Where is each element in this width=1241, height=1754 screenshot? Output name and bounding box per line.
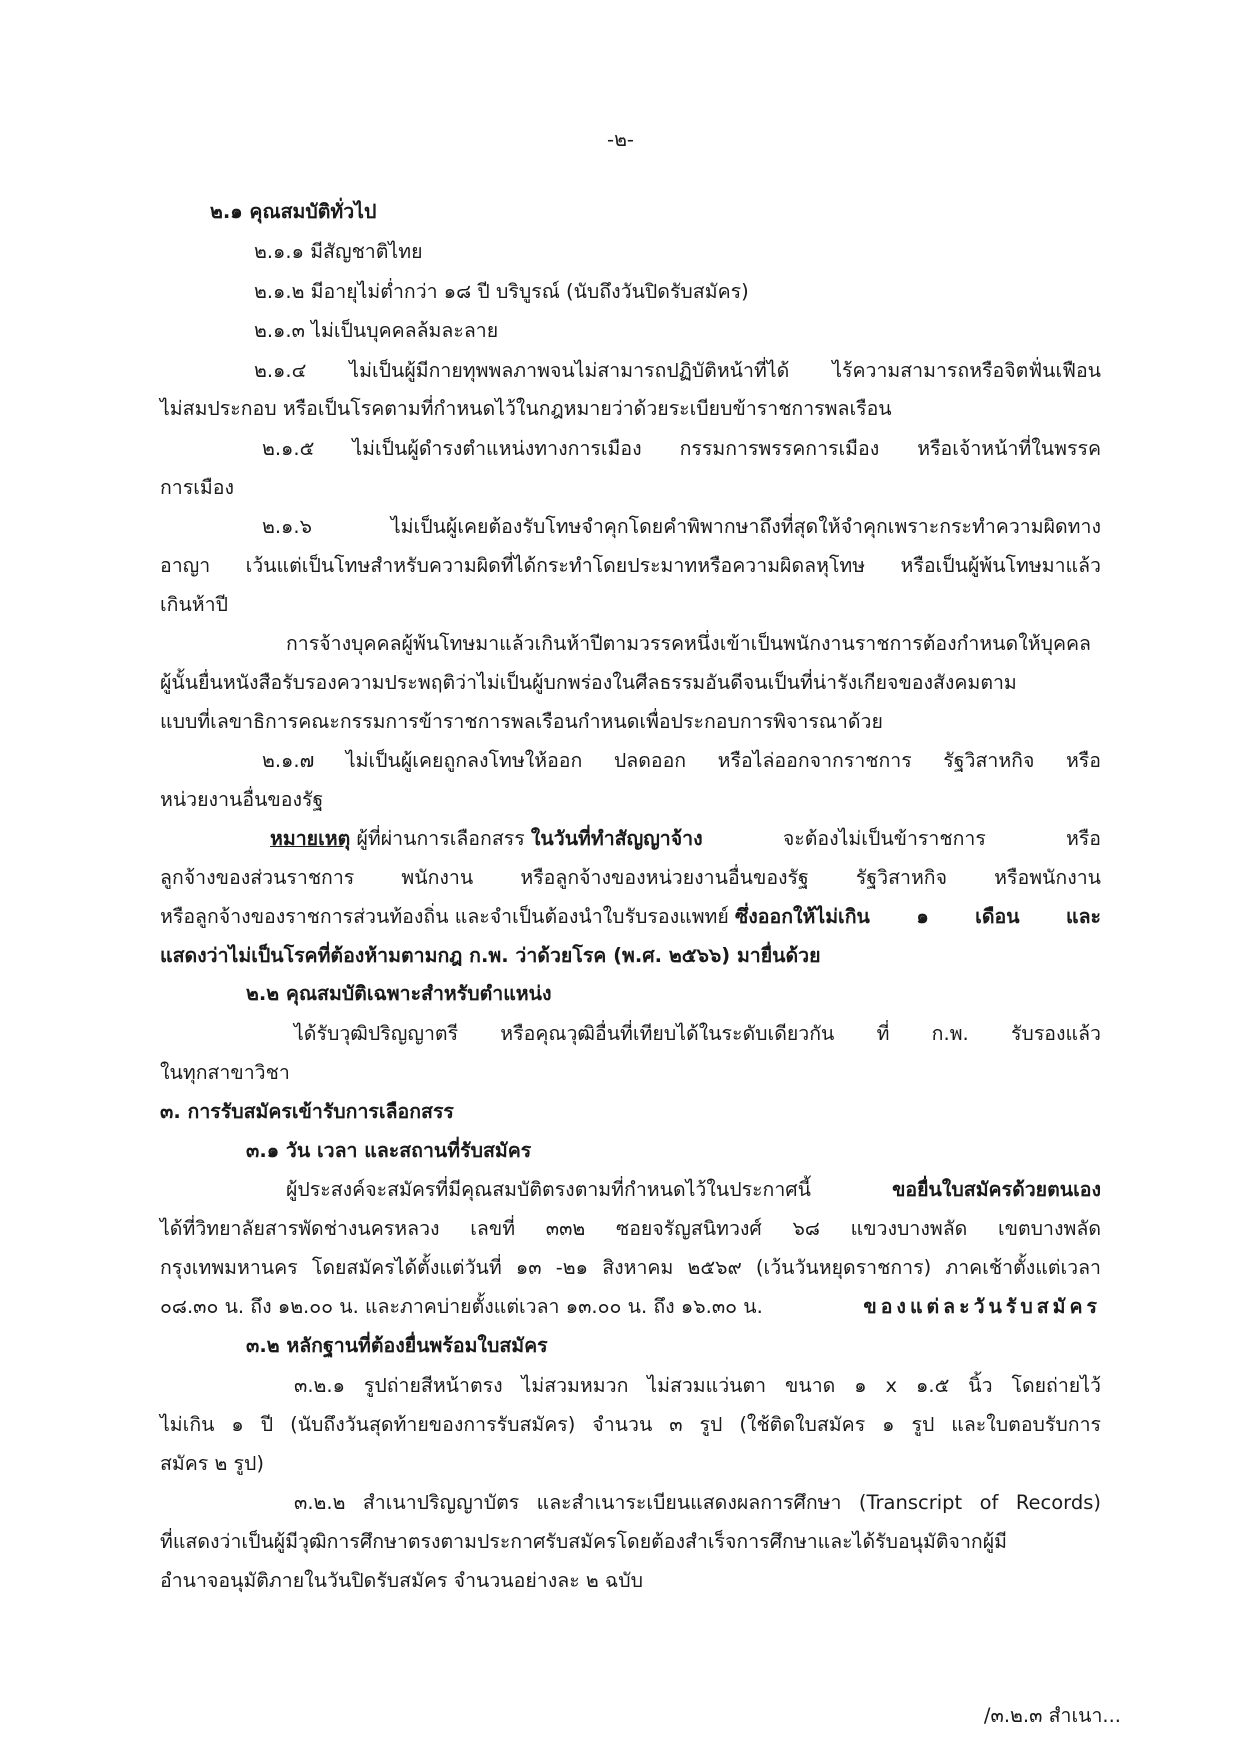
item-2-1-7-line2: หน่วยงานอื่นของรัฐ xyxy=(160,788,324,811)
section-3-1-line4 xyxy=(160,1289,1101,1325)
section-3-1-line4-text: ๐๘.๓๐ น. ถึง ๑๒.๐๐ น. และภาคบ่ายตั้งแต่เวลา ๑๓.๐๐ น. ถึง ๑๖.๓๐ น. xyxy=(160,1295,769,1318)
item-3-2-1-line1: ๓.๒.๑ รูปถ่ายสีหน้าตรง ไม่สวมหมวก ไม่สวมแว่นตา ขนาด ๑ x ๑.๕ นิ้ว โดยถ่ายไว้ xyxy=(294,1374,1101,1397)
page-number: -๒- xyxy=(607,128,634,151)
section-3-2-heading: ๓.๒ หลักฐานที่ต้องยื่นพร้อมใบสมัคร xyxy=(246,1334,548,1357)
item-3-2-1-line2: ไม่เกิน ๑ ปี (นับถึงวันสุดท้ายของการรับสมัคร) จำนวน ๓ รูป (ใช้ติดใบสมัคร ๑ รูป และใบตอบรับการ xyxy=(160,1413,1101,1436)
item-2-1-2: ๒.๑.๒ มีอายุไม่ต่ำกว่า ๑๘ ปี บริบูรณ์ (นับถึงวันปิดรับสมัคร) xyxy=(254,280,749,303)
paragraph-line2: ผู้นั้นยื่นหนังสือรับรองความประพฤติว่าไม่เป็นผู้บกพร่องในศีลธรรมอันดีจนเป็นที่น่ารังเกียจของสังคมตาม xyxy=(160,671,1017,694)
section-3-1-line1-text: ผู้ประสงค์จะสมัครที่มีคุณสมบัติตรงตามที่กำหนดไว้ในประกาศนี้ xyxy=(286,1178,818,1201)
item-2-1-6-line3: เกินห้าปี xyxy=(160,593,228,616)
section-3-1-line2: ได้ที่วิทยาลัยสารพัดช่างนครหลวง เลขที่ ๓๓๒ ซอยจรัญสนิทวงศ์ ๖๘ แขวงบางพลัด เขตบางพลัด xyxy=(160,1217,1101,1240)
note-line1 xyxy=(270,821,1101,857)
section-2-2-line1: ได้รับวุฒิปริญญาตรี หรือคุณวุฒิอื่นที่เทียบได้ในระดับเดียวกัน ที่ ก.พ. รับรองแล้ว xyxy=(294,1022,1101,1045)
paragraph-line3: แบบที่เลขาธิการคณะกรรมการข้าราชการพลเรือนกำหนดเพื่อประกอบการพิจารณาด้วย xyxy=(160,710,883,733)
note-line4: แสดงว่าไม่เป็นโรคที่ต้องห้ามตามกฎ ก.พ. ว่าด้วยโรค (พ.ศ. ๒๕๖๖) มายื่นด้วย xyxy=(160,944,821,967)
section-3-1-heading: ๓.๑ วัน เวลา และสถานที่รับสมัคร xyxy=(246,1139,532,1162)
note-label: หมายเหตุ xyxy=(270,827,351,850)
note-line1-emphasis: ในวันที่ทำสัญญาจ้าง xyxy=(530,827,703,850)
note-line1-text-c: จะต้องไม่เป็นข้าราชการ หรือ xyxy=(702,827,1101,850)
section-2-2-heading: ๒.๒ คุณสมบัติเฉพาะสำหรับตำแหน่ง xyxy=(246,982,552,1005)
item-3-2-2-line3: อำนาจอนุมัติภายในวันปิดรับสมัคร จำนวนอย่างละ ๒ ฉบับ xyxy=(160,1569,643,1592)
section-2-1-heading: ๒.๑ คุณสมบัติทั่วไป xyxy=(210,200,377,223)
item-2-1-5-line1: ๒.๑.๕ ไม่เป็นผู้ดำรงตำแหน่งทางการเมือง กรรมการพรรคการเมือง หรือเจ้าหน้าที่ในพรรค xyxy=(262,437,1101,460)
item-2-1-6-line2: อาญา เว้นแต่เป็นโทษสำหรับความผิดที่ได้กระทำโดยประมาทหรือความผิดลหุโทษ หรือเป็นผู้พ้นโทษมาแล้ว xyxy=(160,554,1101,577)
section-3-heading: ๓. การรับสมัครเข้ารับการเลือกสรร xyxy=(160,1100,454,1123)
paragraph-line1: การจ้างบุคคลผู้พ้นโทษมาแล้วเกินห้าปีตามวรรคหนึ่งเข้าเป็นพนักงานราชการต้องกำหนดให้บุคคล xyxy=(286,632,1091,655)
item-2-1-5-line2: การเมือง xyxy=(160,476,234,499)
continuation-footer: /๓.๒.๓ สำเนา... xyxy=(983,1704,1121,1727)
item-3-2-2-line1: ๓.๒.๒ สำเนาปริญญาบัตร และสำเนาระเบียนแสดงผลการศึกษา (Transcript of Records) xyxy=(294,1491,1101,1514)
section-3-1-line3: กรุงเทพมหานคร โดยสมัครได้ตั้งแต่วันที่ ๑๓ -๒๑ สิงหาคม ๒๕๖๙ (เว้นวันหยุดราชการ) ภาคเช้าตั้งแต่เวลา xyxy=(160,1256,1101,1279)
item-2-1-4-line1: ๒.๑.๔ ไม่เป็นผู้มีกายทุพพลภาพจนไม่สามารถปฏิบัติหน้าที่ได้ ไร้ความสามารถหรือจิตฟั่นเฟือน xyxy=(254,359,1101,382)
item-2-1-4-line2: ไม่สมประกอบ หรือเป็นโรคตามที่กำหนดไว้ในกฎหมายว่าด้วยระเบียบข้าราชการพลเรือน xyxy=(160,397,892,420)
note-line3 xyxy=(160,899,1101,935)
item-2-1-6-line1: ๒.๑.๖ ไม่เป็นผู้เคยต้องรับโทษจำคุกโดยคำพิพากษาถึงที่สุดให้จำคุกเพราะกระทำความผิดทาง xyxy=(262,515,1101,538)
section-3-1-line1-emphasis: ขอยื่นใบสมัครด้วยตนเอง xyxy=(892,1178,1101,1201)
section-3-1-line4-emphasis: ของแต่ละวันรับสมัคร xyxy=(863,1295,1101,1318)
item-2-1-7-line1: ๒.๑.๗ ไม่เป็นผู้เคยถูกลงโทษให้ออก ปลดออก หรือไล่ออกจากราชการ รัฐวิสาหกิจ หรือ xyxy=(262,749,1101,772)
item-3-2-2-line2: ที่แสดงว่าเป็นผู้มีวุฒิการศึกษาตรงตามประกาศรับสมัครโดยต้องสำเร็จการศึกษาและได้รับอนุมัติจากผู้มี xyxy=(160,1530,1007,1553)
item-2-1-3: ๒.๑.๓ ไม่เป็นบุคคลล้มละลาย xyxy=(254,319,499,342)
item-3-2-1-line3: สมัคร ๒ รูป) xyxy=(160,1452,264,1475)
item-2-1-1: ๒.๑.๑ มีสัญชาติไทย xyxy=(254,240,423,263)
note-line3-text: หรือลูกจ้างของราชการส่วนท้องถิ่น และจำเป็นต้องนำใบรับรองแพทย์ xyxy=(160,905,736,928)
note-line2: ลูกจ้างของส่วนราชการ พนักงาน หรือลูกจ้างของหน่วยงานอื่นของรัฐ รัฐวิสาหกิจ หรือพนักงาน xyxy=(160,866,1101,889)
note-line3-emphasis: ซึ่งออกให้ไม่เกิน ๑ เดือน และ xyxy=(735,905,1101,928)
section-3-1-line1 xyxy=(286,1172,1101,1208)
note-line1-text-a: ผู้ที่ผ่านการเลือกสรร xyxy=(350,827,531,850)
section-2-2-line2: ในทุกสาขาวิชา xyxy=(160,1061,290,1084)
